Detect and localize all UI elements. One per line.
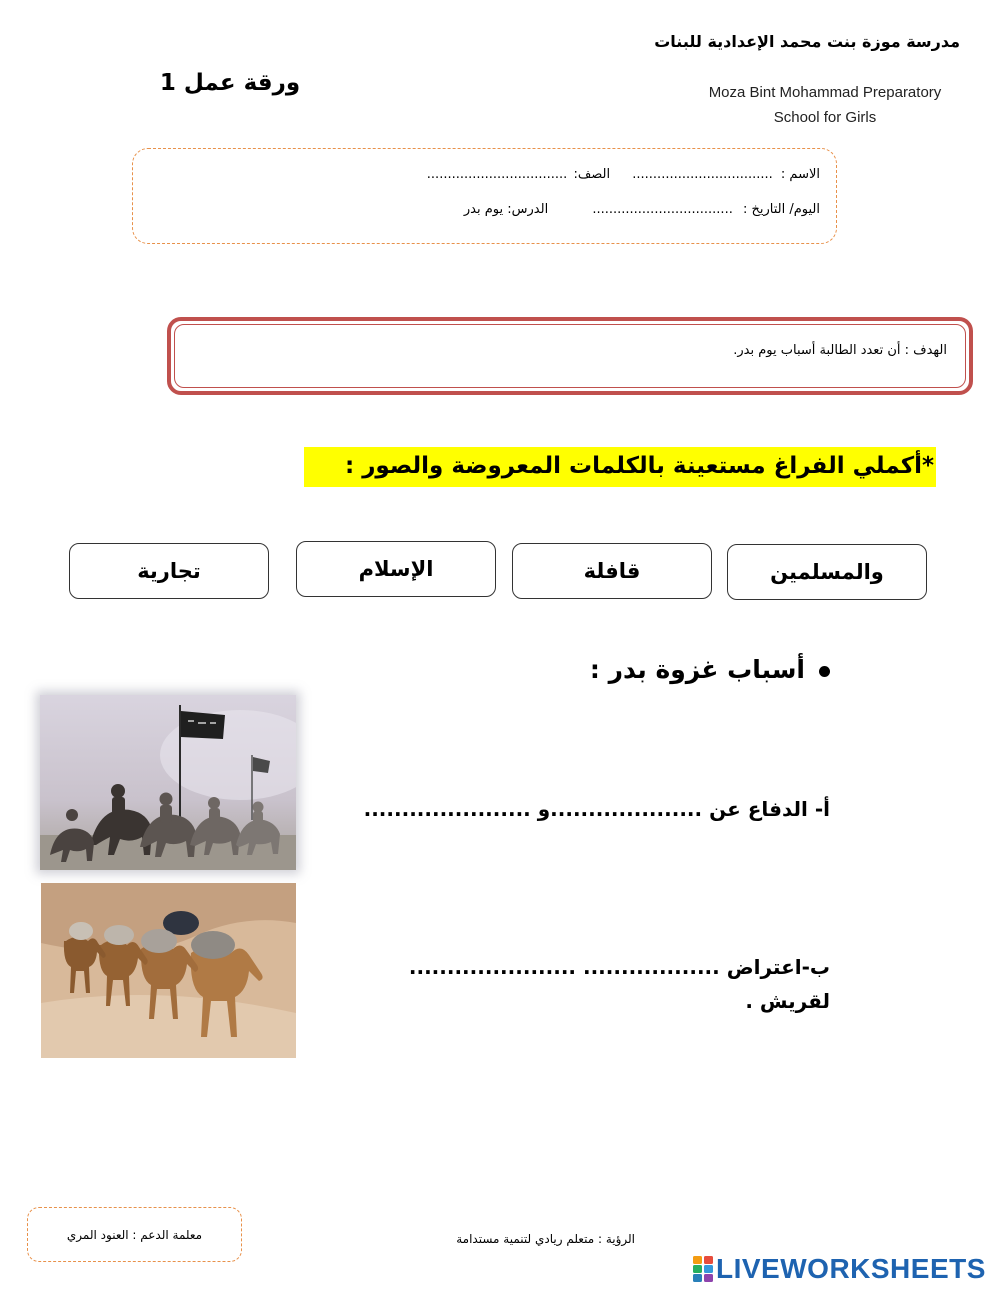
question-line-b-text-2: لقريش . — [745, 989, 830, 1013]
causes-title-text: أسباب غزوة بدر : — [589, 655, 805, 684]
question-line-a[interactable]: أ- الدفاع عن ....................و ...................... — [363, 797, 830, 821]
army-flag-image — [40, 695, 296, 870]
name-field[interactable]: .................................. — [632, 167, 773, 182]
info-row-name-class — [427, 167, 820, 182]
army-illustration — [40, 695, 296, 870]
worksheet-title: ورقة عمل 1 — [159, 70, 301, 96]
date-label: اليوم/ التاريخ : — [742, 202, 820, 217]
word-box-commercial[interactable]: تجارية — [69, 543, 269, 599]
date-field[interactable]: .................................. — [592, 202, 733, 217]
camel-caravan-image — [41, 883, 296, 1058]
school-name-english — [670, 80, 980, 130]
name-label: الاسم : — [780, 167, 820, 182]
instruction-highlight: *أكملي الفراغ مستعينة بالكلمات المعروضة والصور : — [304, 447, 936, 487]
liveworksheets-icon — [693, 1256, 713, 1282]
vision-text: الرؤية : متعلم ريادي لتنمية مستدامة — [456, 1232, 635, 1246]
lesson-label: الدرس: يوم بدر — [463, 202, 549, 217]
school-name-arabic: مدرسة موزة بنت محمد الإعدادية للبنات — [654, 32, 960, 51]
word-box-caravan[interactable]: قافلة — [512, 543, 712, 599]
school-name-english-line1: Moza Bint Mohammad Preparatory — [708, 84, 942, 101]
bullet-icon — [819, 666, 830, 677]
goal-box — [167, 317, 973, 395]
class-label: الصف: — [573, 167, 611, 182]
school-name-english-line2: School for Girls — [773, 109, 877, 126]
class-field[interactable]: .................................. — [426, 167, 568, 182]
question-line-b-text-1: ب-اعتراض .................. ...................... — [408, 955, 830, 979]
word-box-muslims[interactable]: والمسلمين — [727, 544, 927, 600]
teacher-box — [27, 1207, 242, 1262]
liveworksheets-logo[interactable] — [693, 1252, 993, 1286]
info-row-date-lesson — [464, 202, 820, 217]
goal-text: الهدف : أن تعدد الطالبة أسباب يوم بدر. — [733, 343, 947, 358]
liveworksheets-logo-text: LIVEWORKSHEETS — [716, 1253, 986, 1284]
word-box-islam[interactable]: الإسلام — [296, 541, 496, 597]
question-line-b[interactable] — [300, 950, 830, 1018]
camels-illustration — [41, 883, 296, 1058]
causes-title — [560, 655, 830, 684]
teacher-name: معلمة الدعم : العنود المري — [66, 1227, 203, 1242]
student-info-box — [132, 148, 837, 244]
